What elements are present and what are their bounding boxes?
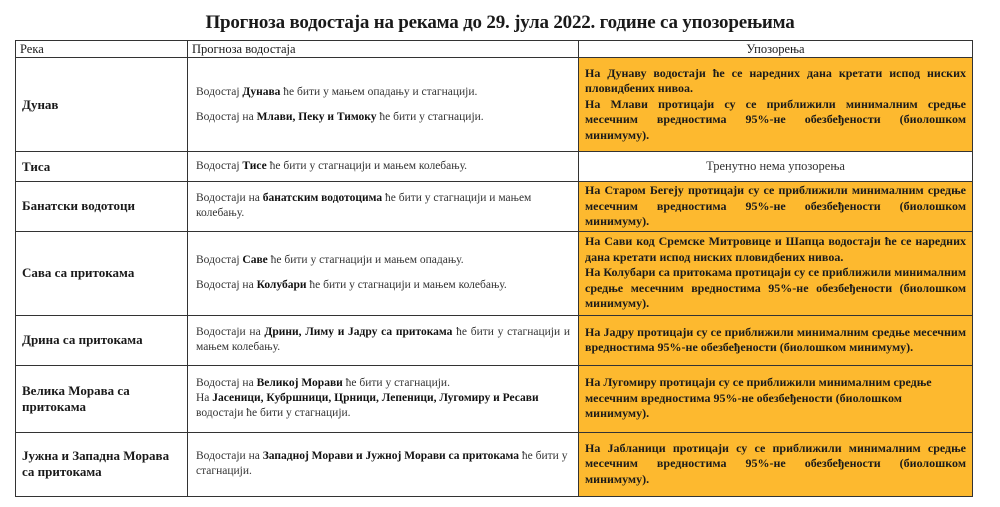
forecast-cell: Водостаји на Западној Морави и Јужној Морави са притокама ће бити у стагнацији. <box>188 432 579 496</box>
warning-text: На Лугомиру протицаји су се приближили минималним средње месечним вредностима 95%-не обезбеђености (биолошком минимуму). <box>585 375 932 421</box>
column-header-forecast: Прогноза водостаја <box>188 41 579 58</box>
warning-text: На Јабланици протицаји су се приближили минималним средње месечним вредностима 95%-не обезбеђености (биолошком минимуму). <box>585 440 966 486</box>
river-name: Јужна и Западна Морава са притокама <box>16 432 188 496</box>
warning-cell <box>579 365 973 432</box>
column-header-warnings: Упозорења <box>579 41 973 58</box>
forecast-cell: Водостаји на Дрини, Лиму и Јадру са притокама ће бити у стагнацији и мањем колебању. <box>188 315 579 365</box>
warning-cell <box>579 432 973 496</box>
no-warning-cell: Тренутно нема упозорења <box>579 152 973 182</box>
warning-text: На Јадру протицаји су се приближили минималним средње месечним вредностима 95%-не обезбеђености (биолошком минимуму). <box>585 324 966 354</box>
river-name: Велика Морава са притокама <box>16 365 188 432</box>
warning-cell <box>579 315 973 365</box>
forecast-cell: Водостај на Великој Морави ће бити у стагнацији. На Јасеници, Кубршници, Црници, Лепеници, Лугомиру и Ресави водостаји ће бити у стагнацији. <box>188 365 579 432</box>
forecast-table <box>15 40 973 497</box>
table-row <box>16 231 973 315</box>
river-name: Дунав <box>16 58 188 152</box>
forecast-cell: Водостај Тисе ће бити у стагнацији и мањем колебању. <box>188 152 579 182</box>
table-row <box>16 432 973 496</box>
warning-cell <box>579 58 973 152</box>
warning-cell <box>579 231 973 315</box>
table-row <box>16 365 973 432</box>
river-name: Дрина са притокама <box>16 315 188 365</box>
forecast-cell: Водостај Дунава ће бити у мањем опадању и стагнацији. Водостај на Млави, Пеку и Тимоку ће бити у стагнацији. <box>188 58 579 152</box>
river-name: Банатски водотоци <box>16 182 188 232</box>
forecast-cell: Водостаји на банатским водотоцима ће бити у стагнацији и мањем колебању. <box>188 182 579 232</box>
warning-text: На Сави код Сремске Митровице и Шапца водостаји ће се наредних дана кретати испод ниских пловидбених нивоа. <box>585 234 966 264</box>
river-name: Тиса <box>16 152 188 182</box>
table-header-row <box>16 41 973 58</box>
warning-text: На Колубари са притокама протицаји су се приближили минималним средње месечним вредностима 95%-не обезбеђености (биолошком минимуму). <box>585 265 966 311</box>
warning-text: На Дунаву водостаји ће се наредних дана кретати испод ниских пловидбених нивоа. <box>585 65 966 96</box>
page-title: Прогноза водостаја на рекама до 29. јула 2022. године са упозорењима <box>205 12 795 33</box>
column-header-river: Река <box>16 41 188 58</box>
table-row <box>16 152 973 182</box>
river-name: Сава са притокама <box>16 231 188 315</box>
table-row <box>16 182 973 232</box>
warning-text: На Старом Бегеју протицаји су се приближили минималним средње месечним вредностима 95%-не обезбеђености (биолошком минимуму). <box>585 183 966 228</box>
forecast-cell: Водостај Саве ће бити у стагнацији и мањем опадању. Водостај на Колубари ће бити у стагнацији и мањем колебању. <box>188 231 579 315</box>
warning-text: На Млави протицаји су се приближили минималним средње месечним вредностима 95%-не обезбеђености (биолошком минимуму). <box>585 96 966 142</box>
table-row <box>16 58 973 152</box>
warning-cell <box>579 182 973 232</box>
table-row <box>16 315 973 365</box>
